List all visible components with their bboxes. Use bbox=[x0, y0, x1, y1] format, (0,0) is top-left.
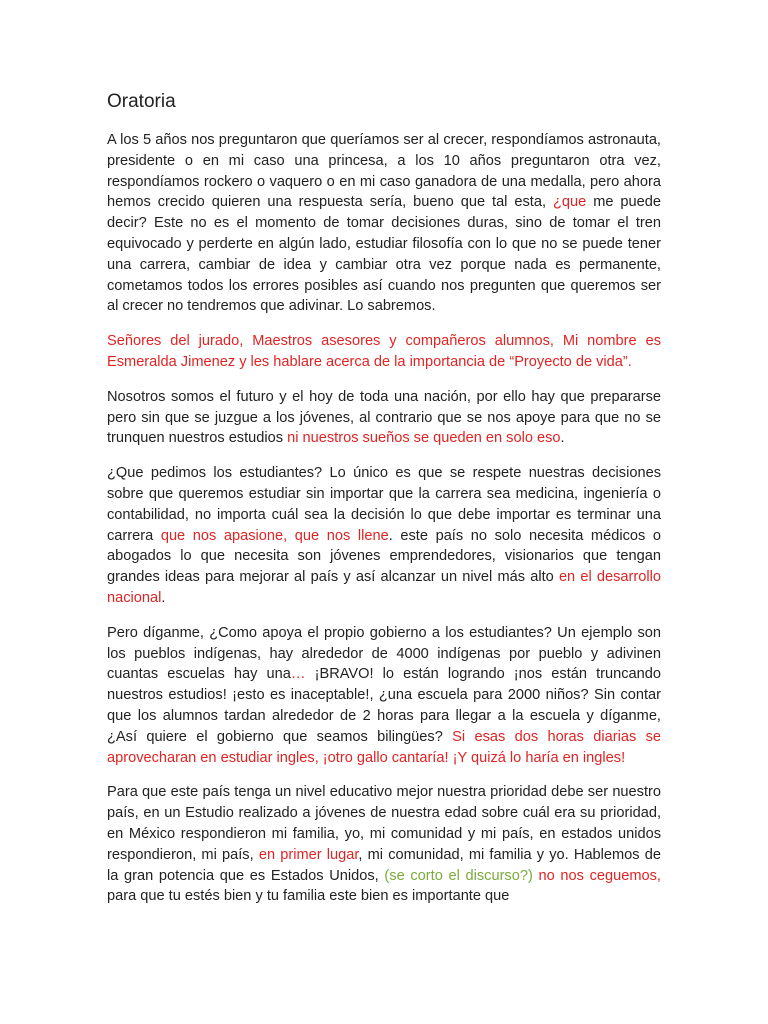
text-run: Para que este país tenga un nivel educativo mejor nuestra prioridad debe ser nuestro país, en un Estudio realizado a jóvenes de nuestra edad sobre cuál era su prioridad, en México respondieron mi familia, yo, mi comunidad y mi país, en estados unidos respondieron, mi país, bbox=[107, 784, 661, 863]
text-run: A los 5 años nos preguntaron que queríamos ser al crecer, respondíamos astronauta, presidente o en mi caso una princesa, a los 10 años preguntaron otra vez, respondíamos rockero o vaquero o en mi caso ganadora de una medalla, pero ahora hemos crecido quieren una respuesta sería, bueno que tal esta, bbox=[107, 132, 661, 211]
paragraph bbox=[107, 782, 661, 907]
document-title: Oratoria bbox=[107, 91, 176, 112]
red-highlight-text: en el desarrollo nacional bbox=[107, 569, 661, 606]
red-highlight-text: no nos ceguemos, bbox=[538, 867, 661, 884]
text-run: ¿Que pedimos los estudiantes? Lo único es que se respete nuestras decisiones sobre que queremos estudiar sin importar que la carrera sea medicina, ingeniería o contabilidad, no importa cuál sea la decisión lo que debe importar es terminar una carrera bbox=[107, 465, 661, 544]
paragraph bbox=[107, 623, 661, 769]
paragraph bbox=[107, 387, 661, 449]
red-highlight-text: en primer lugar bbox=[258, 846, 359, 863]
paragraph bbox=[107, 130, 661, 317]
document-body bbox=[107, 130, 661, 907]
paragraph bbox=[107, 331, 661, 373]
text-run: ¡BRAVO! lo están logrando ¡nos están truncando nuestros estudios! ¡esto es inaceptable!, ¿una escuela para 2000 niños? Sin contar que los alumnos tardan alrededor de 2 horas para llegar a la escuela y díganme, ¿Así quiere el gobierno que seamos bilingües? bbox=[107, 666, 661, 745]
red-highlight-text: Si esas dos horas diarias se aprovecharan en estudiar ingles, ¡otro gallo cantaría! ¡Y quizá lo haría en ingles! bbox=[107, 728, 662, 766]
paragraph bbox=[107, 463, 661, 609]
red-highlight-text: ¿que bbox=[552, 194, 587, 211]
text-run: . bbox=[560, 430, 565, 447]
text-run: . bbox=[161, 589, 166, 606]
red-highlight-text: … bbox=[290, 666, 306, 683]
text-run: Pero díganme, ¿Como apoya el propio gobierno a los estudiantes? Un ejemplo son los pueblos indígenas, hay alrededor de 4000 indígenas por pueblo y adivinen cuantas escuelas hay una bbox=[107, 624, 661, 683]
green-highlight-text: (se corto el discurso?) bbox=[384, 867, 533, 884]
text-run: me puede decir? Este no es el momento de tomar decisiones duras, sino de tomar el tren equivocado y perderte en algún lado, estudiar filosofía con lo que no se puede tener una carrera, cambiar de idea y cambiar otra vez porque nada es permanente, cometamos todos los errores posibles así cuando nos pregunten que queremos ser al crecer no tendremos que adivinar. Lo sabremos. bbox=[107, 194, 662, 315]
red-highlight-text: que nos apasione, que nos llene bbox=[160, 527, 389, 544]
text-run: . este país no solo necesita médicos o abogados lo que necesita son jóvenes emprendedores, visionarios que tengan grandes ideas para mejorar al país y así alcanzar un nivel más alto bbox=[107, 527, 661, 586]
red-highlight-text: Señores del jurado, Maestros asesores y compañeros alumnos, Mi nombre es Esmeralda Jimenez y les hablare acerca de la importancia de “Proyecto de vida”. bbox=[107, 333, 661, 370]
text-run: , mi comunidad, mi familia y yo. Hablemos de la gran potencia que es Estados Unidos, bbox=[107, 846, 662, 884]
text-run: para que tu estés bien y tu familia este bien es importante que bbox=[107, 888, 510, 905]
red-highlight-text: ni nuestros sueños se queden en solo eso bbox=[287, 430, 561, 447]
text-run: Nosotros somos el futuro y el hoy de toda una nación, por ello hay que prepararse pero sin que se juzgue a los jóvenes, al contrario que se nos apoye para que no se trunquen nuestros estudios bbox=[107, 388, 661, 447]
